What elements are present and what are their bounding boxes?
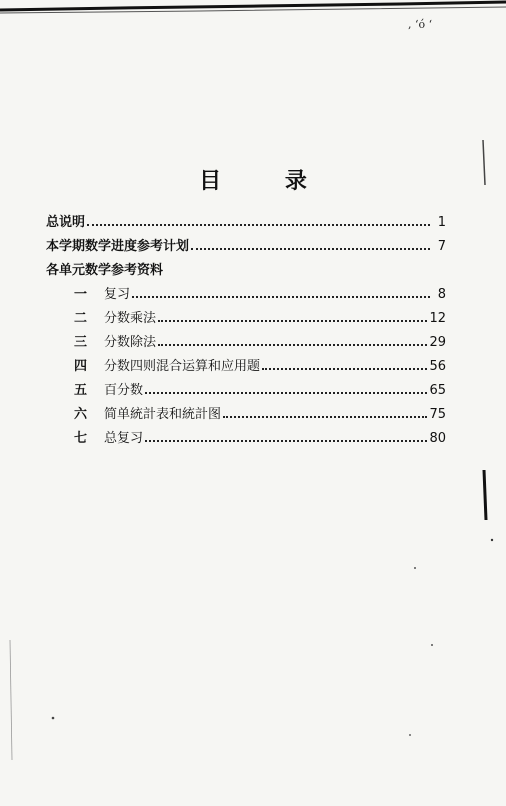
unit-title: 分数除法 bbox=[104, 335, 157, 350]
toc-entry-label: 总说明 bbox=[46, 215, 86, 230]
toc-page-number: 80 bbox=[429, 431, 446, 446]
unit-number: 三 bbox=[74, 335, 88, 350]
toc-subentry[interactable] bbox=[46, 422, 446, 446]
toc-entry[interactable] bbox=[46, 206, 446, 230]
toc-subentry[interactable] bbox=[46, 374, 446, 398]
unit-number: 四 bbox=[74, 359, 88, 374]
toc-page-number: 56 bbox=[429, 359, 446, 374]
dot-leader bbox=[191, 247, 430, 250]
toc-heading: 目 录 bbox=[199, 169, 335, 194]
toc-section-heading[interactable] bbox=[46, 254, 446, 278]
unit-number: 一 bbox=[74, 287, 88, 302]
toc-page-number: 1 bbox=[437, 215, 446, 230]
scan-top-edge bbox=[0, 0, 506, 16]
toc-subentry[interactable] bbox=[46, 398, 446, 422]
toc-subentry[interactable] bbox=[46, 350, 446, 374]
toc-entry-label: 各单元数学参考资料 bbox=[46, 263, 164, 278]
toc-entry-label: 本学期数学进度参考计划 bbox=[46, 239, 190, 254]
toc-page-number: 75 bbox=[429, 407, 446, 422]
dot-leader bbox=[262, 367, 427, 370]
toc-page-number: 7 bbox=[437, 239, 446, 254]
toc-page-number: 65 bbox=[429, 383, 446, 398]
unit-number: 六 bbox=[74, 407, 88, 422]
toc-page-number: 12 bbox=[429, 311, 446, 326]
unit-number: 五 bbox=[74, 383, 88, 398]
toc-page-number: 29 bbox=[429, 335, 446, 350]
dot-leader bbox=[87, 223, 430, 226]
dot-leader bbox=[145, 391, 427, 394]
toc-subentry[interactable] bbox=[46, 278, 446, 302]
toc-page-number: 8 bbox=[437, 287, 446, 302]
toc-subentry[interactable] bbox=[46, 326, 446, 350]
unit-title: 复习 bbox=[104, 287, 131, 302]
dot-leader bbox=[158, 343, 427, 346]
dot-leader bbox=[223, 415, 427, 418]
unit-number: 二 bbox=[74, 311, 88, 326]
dot-leader bbox=[132, 295, 430, 298]
unit-title: 分数四则混合运算和应用题 bbox=[104, 359, 261, 374]
unit-title: 百分数 bbox=[104, 383, 144, 398]
unit-title: 简单統計表和統計图 bbox=[104, 407, 222, 422]
toc-entry[interactable] bbox=[46, 230, 446, 254]
toc-subentry[interactable] bbox=[46, 302, 446, 326]
dot-leader bbox=[145, 439, 427, 442]
table-of-contents bbox=[46, 206, 446, 446]
svg-text:, ‘ó ‘: , ‘ó ‘ bbox=[408, 18, 433, 31]
unit-number: 七 bbox=[74, 431, 88, 446]
unit-title: 总复习 bbox=[104, 431, 144, 446]
dot-leader bbox=[158, 319, 427, 322]
unit-title: 分数乘法 bbox=[104, 311, 157, 326]
